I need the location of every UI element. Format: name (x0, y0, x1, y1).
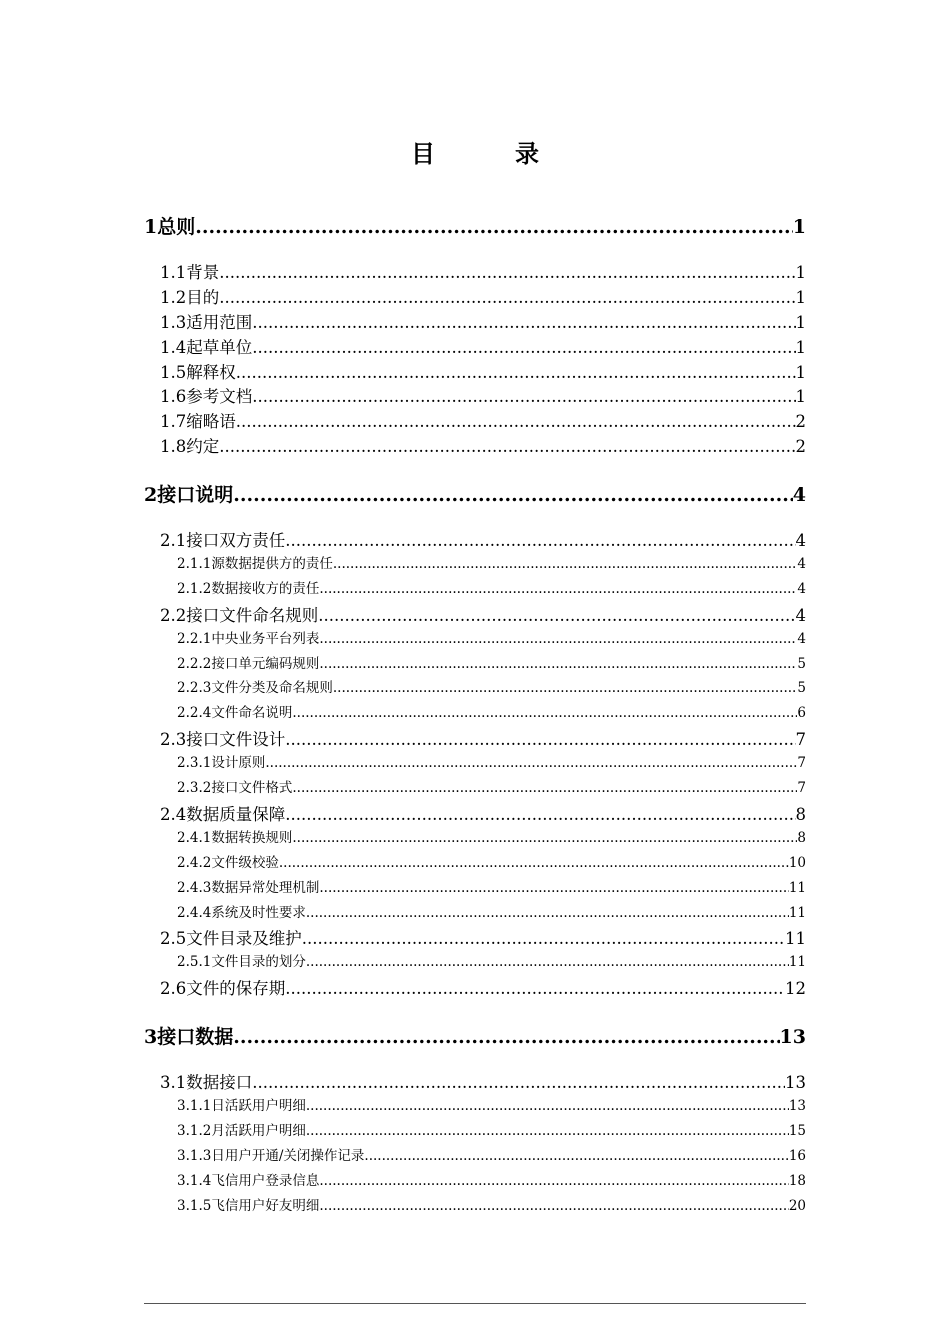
toc-entry-page: 1 (795, 312, 806, 332)
toc-entry-number: 2.4 (160, 804, 187, 824)
toc-entry-number: 2 (144, 484, 158, 507)
toc-entry-page: 11 (785, 929, 806, 949)
toc-entry-label: 文件分类及命名规则 (211, 680, 333, 697)
toc-entry-number: 2.1 (160, 531, 187, 550)
toc-entry-page: 2 (795, 412, 806, 432)
toc-entry-label: 目的 (186, 287, 220, 307)
toc-dot-leader (236, 363, 796, 382)
toc-dot-leader (306, 905, 789, 921)
toc-entry-number: 3.1.1 (177, 1097, 212, 1114)
toc-entry-page: 11 (788, 954, 806, 971)
toc-entry-page: 7 (795, 730, 806, 750)
toc-entry-2-6[interactable] (160, 975, 806, 999)
toc-entry-label: 日活跃用户明细 (211, 1097, 306, 1114)
toc-entry-3-1-5[interactable] (177, 1194, 806, 1214)
toc-entry-label: 起草单位 (186, 337, 253, 357)
toc-entry-page: 12 (785, 979, 806, 999)
toc-entry-number: 2.2 (160, 605, 187, 625)
toc-entry-label: 日用户开通/关闭操作记录 (211, 1147, 365, 1164)
toc-entry-1[interactable] (144, 212, 806, 239)
toc-entry-page: 15 (788, 1122, 806, 1139)
toc-entry-label: 源数据提供方的责任 (211, 555, 333, 572)
toc-entry-number: 2.1.2 (177, 580, 212, 597)
toc-entry-number: 1.1 (160, 262, 187, 282)
toc-entry-number: 2.5.1 (177, 954, 212, 971)
toc-entry-label: 文件目录及维护 (186, 929, 302, 949)
toc-entry-2-4[interactable] (160, 801, 806, 825)
toc-entry-page: 7 (797, 755, 806, 772)
toc-entry-number: 3.1.2 (177, 1122, 212, 1139)
toc-entry-1-1[interactable] (160, 259, 806, 283)
toc-entry-page: 13 (788, 1097, 806, 1114)
toc-entry-1-6[interactable] (160, 383, 806, 407)
toc-entry-2-2-1[interactable] (177, 627, 806, 647)
toc-entry-3[interactable] (144, 1022, 806, 1049)
toc-entry-page: 13 (785, 1073, 806, 1092)
toc-entry-page: 13 (779, 1026, 806, 1049)
toc-entry-2-5[interactable] (160, 925, 806, 949)
toc-dot-leader (279, 855, 789, 871)
toc-entry-1-3[interactable] (160, 309, 806, 333)
toc-dot-leader (306, 1123, 789, 1139)
toc-dot-leader (364, 1148, 788, 1164)
toc-entry-label: 接口双方责任 (186, 531, 286, 550)
toc-entry-label: 数据接口 (186, 1073, 253, 1092)
toc-dot-leader (236, 412, 796, 431)
toc-dot-leader (319, 1198, 788, 1214)
toc-entry-2-4-3[interactable] (177, 876, 806, 896)
toc-entry-number: 2.3 (160, 730, 187, 750)
toc-dot-leader (265, 755, 797, 771)
toc-entry-page: 2 (795, 437, 806, 457)
toc-entry-number: 2.4.3 (177, 879, 212, 896)
toc-entry-number: 1.3 (160, 312, 187, 332)
toc-dot-leader (292, 830, 797, 846)
toc-dot-leader (252, 1073, 785, 1092)
toc-entry-1-8[interactable] (160, 433, 806, 457)
toc-entry-number: 1.7 (160, 412, 187, 432)
toc-entry-page: 11 (788, 904, 806, 921)
toc-entry-number: 1 (144, 216, 158, 238)
toc-entry-label: 约定 (186, 437, 220, 457)
toc-entry-number: 2.2.4 (177, 705, 212, 722)
toc-dot-leader (306, 954, 789, 970)
toc-entry-number: 1.5 (160, 362, 187, 382)
toc-entry-page: 7 (797, 780, 806, 796)
toc-entry-label: 文件命名说明 (211, 705, 293, 722)
toc-entry-number: 2.6 (160, 979, 187, 999)
toc-dot-leader (219, 263, 795, 282)
toc-entry-number: 2.2.1 (177, 630, 212, 647)
toc-entry-label: 接口单元编码规则 (211, 655, 320, 672)
toc-entry-number: 2.5 (160, 929, 187, 949)
toc-entry-2-3-1[interactable] (177, 751, 806, 771)
toc-entry-page: 1 (795, 387, 806, 407)
toc-entry-2[interactable] (144, 480, 806, 507)
toc-entry-page: 4 (795, 531, 806, 550)
toc-entry-label: 数据转换规则 (211, 829, 293, 846)
toc-entry-page: 4 (797, 630, 806, 647)
toc-entry-3-1-1[interactable] (177, 1094, 806, 1114)
toc-entry-number: 3.1.4 (177, 1172, 212, 1189)
toc-entry-label: 文件目录的划分 (211, 954, 306, 971)
toc-dot-leader (319, 656, 797, 672)
toc-entry-2-4-2[interactable] (177, 851, 806, 871)
toc-entry-number: 2.1.1 (177, 555, 212, 572)
toc-entry-label: 数据质量保障 (186, 804, 286, 824)
toc-dot-leader (333, 556, 798, 572)
toc-entry-label: 设计原则 (211, 755, 266, 772)
toc-entry-label: 中央业务平台列表 (211, 630, 320, 647)
toc-entry-2-2-2[interactable] (177, 652, 806, 672)
toc-entry-2-3[interactable] (160, 726, 806, 750)
toc-dot-leader (292, 780, 797, 796)
toc-entry-label: 数据接收方的责任 (211, 580, 320, 597)
toc-entry-1-4[interactable] (160, 334, 806, 358)
toc-dot-leader (285, 531, 795, 550)
toc-entry-label: 接口文件设计 (186, 730, 286, 750)
toc-entry-2-1[interactable] (160, 527, 806, 551)
toc-entry-label: 文件的保存期 (186, 979, 286, 999)
toc-entry-number: 1.4 (160, 337, 187, 357)
toc-entry-2-2-3[interactable] (177, 676, 806, 696)
toc-entry-page: 8 (795, 804, 806, 824)
toc-dot-leader (233, 1026, 779, 1048)
toc-entry-page: 8 (797, 829, 806, 846)
toc-entry-label: 背景 (186, 262, 220, 282)
toc-entry-label: 接口说明 (157, 484, 234, 507)
toc-entry-label: 缩略语 (186, 412, 236, 432)
toc-entry-2-2-4[interactable] (177, 701, 806, 721)
toc-entry-label: 接口文件格式 (211, 780, 293, 796)
toc-entry-number: 3.1.5 (177, 1197, 212, 1214)
toc-entry-3-1-3[interactable] (177, 1144, 806, 1164)
toc-entry-2-4-4[interactable] (177, 901, 806, 921)
toc-entry-number: 2.3.1 (177, 755, 212, 772)
toc-entry-page: 16 (788, 1147, 806, 1164)
toc-entry-number: 2.4.2 (177, 854, 212, 871)
toc-dot-leader (319, 631, 797, 647)
toc-entry-page: 4 (795, 605, 806, 625)
toc-dot-leader (285, 730, 795, 749)
toc-entry-page: 4 (797, 580, 806, 597)
toc-dot-leader (252, 387, 795, 406)
toc-entry-page: 1 (795, 337, 806, 357)
toc-entry-label: 适用范围 (186, 312, 253, 332)
toc-entry-page: 6 (797, 705, 806, 722)
toc-entry-page: 4 (797, 555, 806, 572)
toc-entry-2-1-1[interactable] (177, 552, 806, 572)
toc-entry-number: 2.3.2 (177, 780, 212, 796)
toc-entry-1-5[interactable] (160, 359, 806, 383)
toc-entry-1-2[interactable] (160, 284, 806, 308)
toc-entry-page: 20 (788, 1197, 806, 1214)
toc-entry-page: 1 (795, 262, 806, 282)
toc-entry-number: 2.2.2 (177, 655, 212, 672)
toc-entry-label: 数据异常处理机制 (211, 879, 320, 896)
toc-dot-leader (302, 929, 785, 948)
toc-dot-leader (195, 216, 793, 238)
toc-entry-label: 参考文档 (186, 387, 253, 407)
toc-entry-page: 10 (788, 854, 806, 871)
toc-entry-label: 解释权 (186, 362, 236, 382)
toc-entry-label: 月活跃用户明细 (211, 1122, 306, 1139)
toc-entry-number: 1.8 (160, 437, 187, 457)
toc-dot-leader (219, 288, 795, 307)
toc-entry-page: 5 (797, 680, 806, 697)
toc-dot-leader (318, 606, 795, 625)
toc-entry-label: 文件级校验 (211, 854, 279, 871)
toc-entry-number: 3 (144, 1026, 158, 1049)
toc-entry-3-1-2[interactable] (177, 1119, 806, 1139)
toc-dot-leader (233, 484, 793, 506)
toc-dot-leader (252, 313, 795, 332)
toc-entry-number: 1.6 (160, 387, 187, 407)
footer-rule (144, 1303, 806, 1304)
toc-dot-leader (219, 437, 795, 456)
toc-dot-leader (292, 705, 797, 721)
toc-entry-label: 系统及时性要求 (211, 904, 306, 921)
toc-entry-page: 1 (795, 287, 806, 307)
toc-dot-leader (252, 338, 795, 357)
toc-entry-page: 11 (788, 879, 806, 896)
toc-dot-leader (319, 1173, 788, 1189)
toc-dot-leader (319, 581, 797, 597)
toc-dot-leader (319, 880, 788, 896)
toc-entry-label: 飞信用户登录信息 (211, 1172, 320, 1189)
toc-entry-2-2[interactable] (160, 602, 806, 626)
toc-entry-number: 2.4.1 (177, 829, 212, 846)
toc-entry-page: 4 (792, 484, 806, 507)
toc-title: 目 录 (411, 139, 567, 168)
toc-dot-leader (333, 680, 798, 696)
toc-entry-2-5-1[interactable] (177, 950, 806, 970)
toc-entry-page: 18 (788, 1172, 806, 1189)
toc-entry-number: 2.4.4 (177, 904, 212, 921)
toc-dot-leader (285, 979, 785, 998)
toc-dot-leader (285, 805, 795, 824)
toc-entry-number: 3.1.3 (177, 1147, 212, 1164)
toc-entry-page: 5 (797, 655, 806, 672)
toc-entry-number: 2.2.3 (177, 680, 212, 697)
toc-entry-page: 1 (792, 216, 806, 238)
toc-entry-label: 接口数据 (157, 1026, 234, 1049)
toc-entry-2-4-1[interactable] (177, 826, 806, 846)
toc-entry-2-3-2[interactable] (177, 776, 806, 796)
toc-entry-label: 接口文件命名规则 (186, 605, 319, 625)
toc-entry-number: 3.1 (160, 1073, 187, 1092)
toc-entry-label: 飞信用户好友明细 (211, 1197, 320, 1214)
toc-dot-leader (306, 1098, 789, 1114)
toc-entry-label: 总则 (157, 216, 196, 238)
toc-entry-3-1[interactable] (160, 1069, 806, 1093)
toc-entry-3-1-4[interactable] (177, 1169, 806, 1189)
toc-entry-1-7[interactable] (160, 408, 806, 432)
toc-entry-2-1-2[interactable] (177, 577, 806, 597)
toc-entry-page: 1 (795, 362, 806, 382)
toc-entry-number: 1.2 (160, 287, 187, 307)
